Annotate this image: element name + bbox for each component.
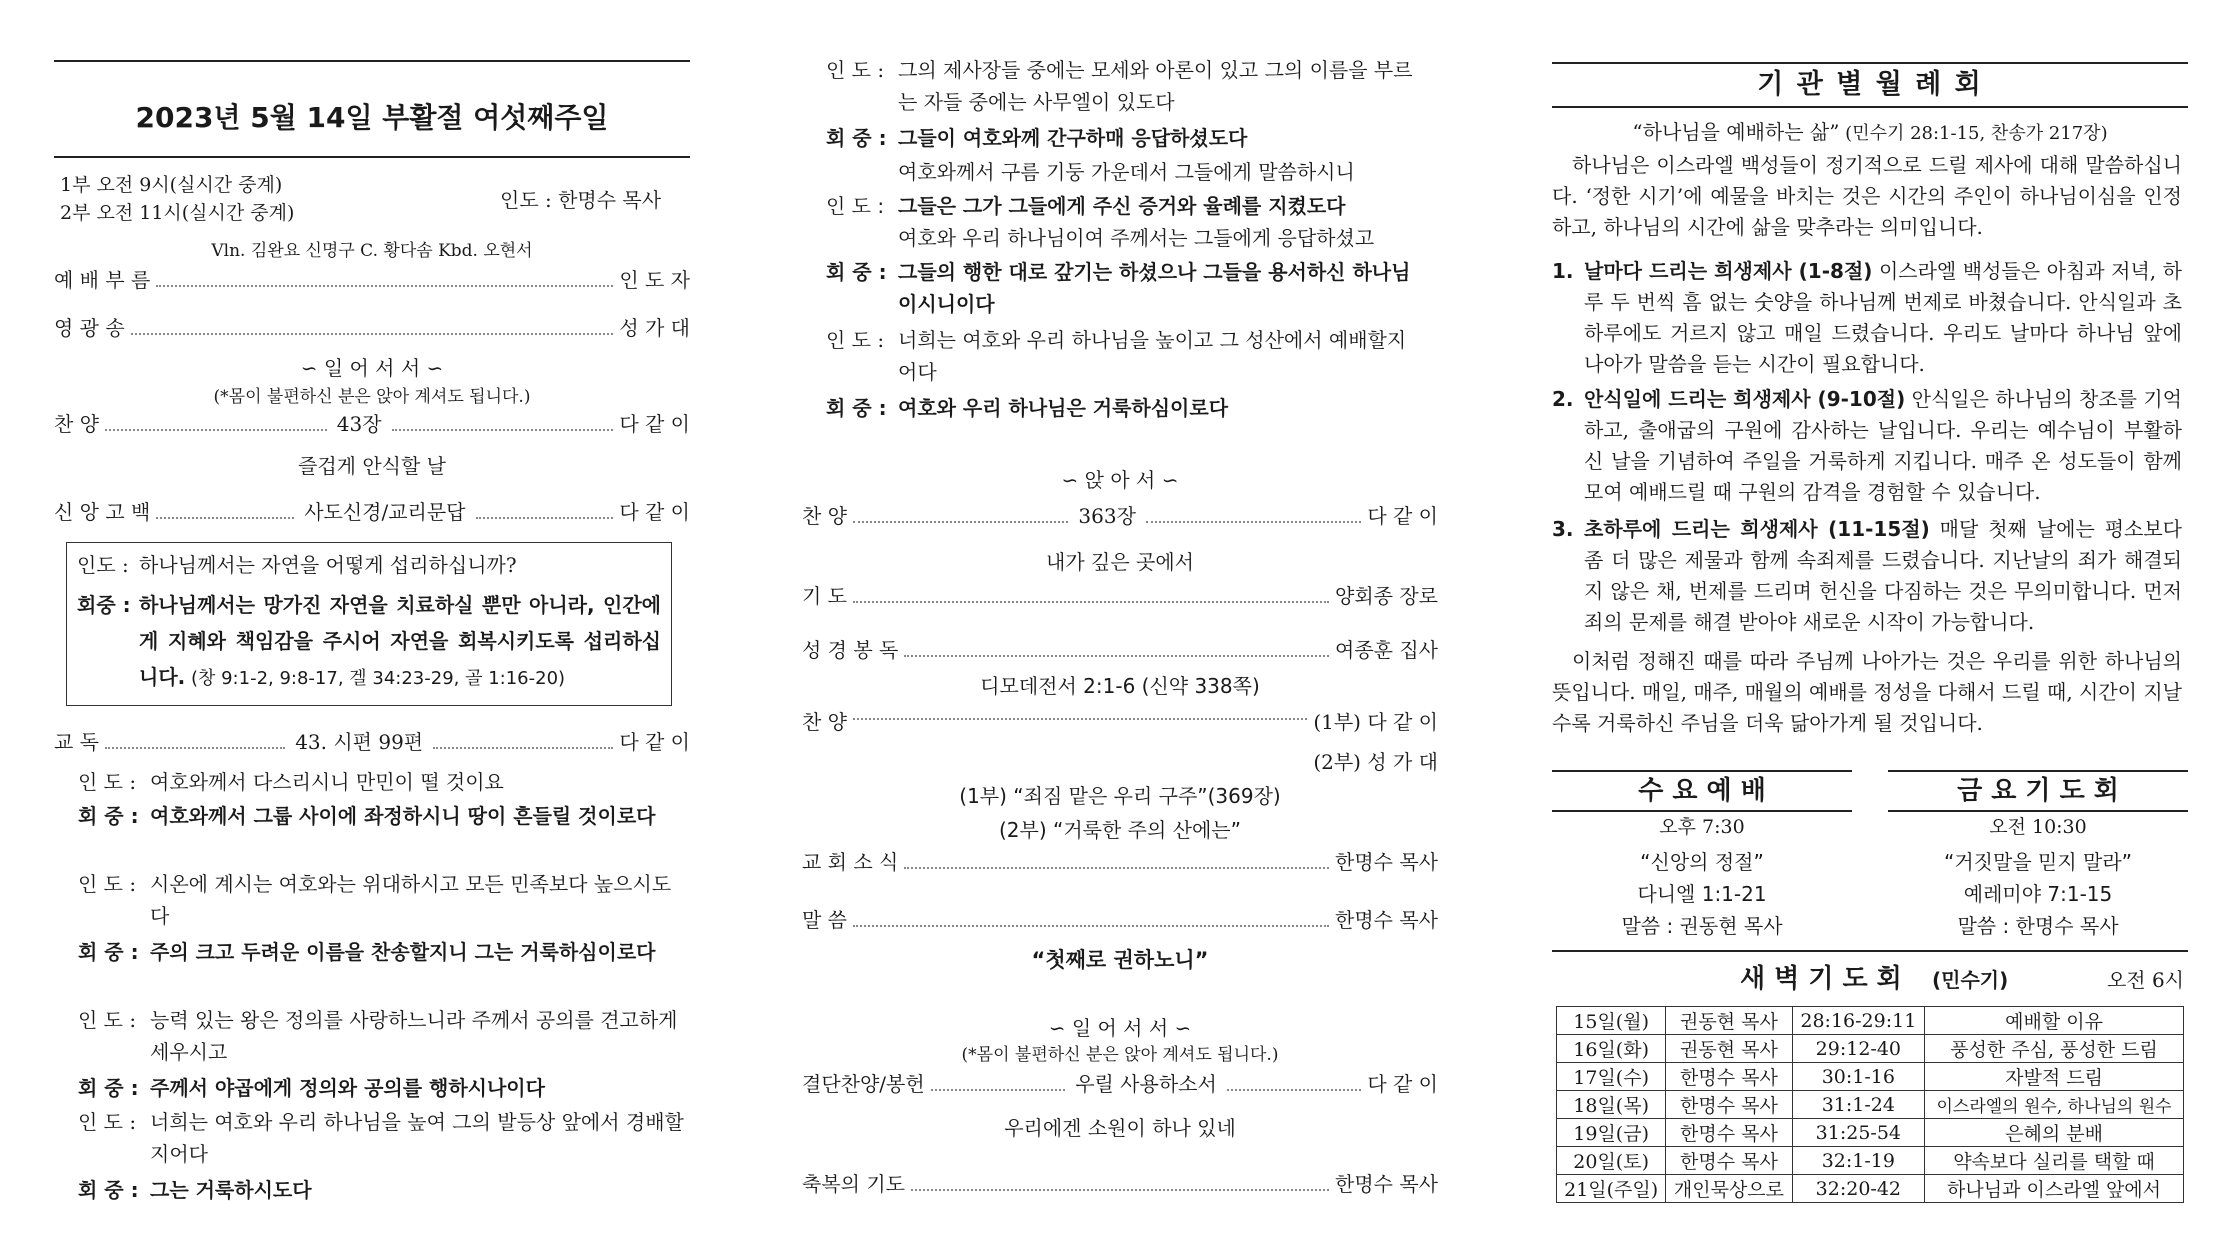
responsive-line [78, 766, 690, 798]
line-text: 너희는 여호와 우리 하나님을 높여 그의 발등상 앞에서 경배할지어다 [150, 1110, 684, 1166]
column-3 [1552, 0, 2188, 1234]
offering-song: 우리에겐 소원이 하나 있네 [1004, 1116, 1236, 1140]
line-text: 여호와께서 구름 기둥 가운데서 그들에게 말씀하시니 [898, 160, 1355, 184]
speaker: 인 도 : [78, 770, 137, 794]
cell-verse: 29:12-40 [1792, 1035, 1924, 1063]
speaker: 인 도 : [78, 1110, 137, 1134]
responsive-line [826, 392, 1426, 424]
line-text: 시온에 계시는 여호와는 위대하시고 모든 민족보다 높으시도다 [150, 872, 672, 928]
responsive-line [826, 222, 1426, 254]
order-label: 찬 양 [802, 504, 847, 528]
point-number: 2. [1552, 387, 1574, 411]
leader-dots [853, 718, 1307, 720]
order-item [802, 1074, 1438, 1094]
line-text: 주의 크고 두려운 이름을 찬송할지니 그는 거룩하심이로다 [150, 940, 656, 964]
standing-note: (*몸이 불편하신 분은 앉아 계셔도 됩니다.) [961, 1045, 1279, 1065]
wednesday-sermon: “신앙의 정절” [1640, 850, 1764, 874]
order-label: 교 독 [54, 730, 99, 754]
sitting-marker: ∽ 앉 아 서 ∽ [1061, 468, 1179, 492]
answer-body: 하나님께서는 망가진 자연을 치료하실 뿐만 아니라, 인간에게 지혜와 책임감을 주시어 자연을 회복시키도록 섭리하십니다. [139, 593, 661, 689]
subtitle-text: “하나님을 예배하는 삶” [1632, 120, 1840, 144]
order-person: 다 같 이 [619, 730, 690, 754]
line-text: 여호와께서 그룹 사이에 좌정하시니 땅이 흔들릴 것이로다 [150, 804, 656, 828]
table-row [1557, 1007, 2184, 1035]
table-row [1557, 1091, 2184, 1119]
answer-ref: (창 9:1-2, 9:8-17, 겔 34:23-29, 골 1:16-20) [185, 668, 566, 689]
friday-prayer-heading: 금 요 기 도 회 [1888, 770, 2188, 812]
order-item [802, 852, 1438, 872]
order-label: 교 회 소 식 [802, 850, 899, 874]
friday-scripture: 예레미야 7:1-15 [1963, 882, 2113, 906]
dawn-schedule-table [1556, 1006, 2184, 1203]
cell-topic: 풍성한 주심, 풍성한 드림 [1925, 1035, 2184, 1063]
choir-song-2: (2부) “거룩한 주의 산에는” [998, 818, 1241, 842]
speaker: 인 도 : [78, 872, 137, 896]
speaker: 회 중 : [826, 126, 887, 150]
catechism-answer [77, 587, 661, 697]
standing-marker: ∽ 일 어 서 서 ∽ [1048, 1016, 1192, 1040]
line-text: 그의 제사장들 중에는 모세와 아론이 있고 그의 이름을 부르는 자들 중에는 사무엘이 있도다 [898, 58, 1413, 114]
order-person: 양회종 장로 [1335, 584, 1438, 608]
meeting-subtitle [1552, 116, 2188, 145]
order-item [54, 270, 690, 290]
catechism-box [66, 542, 672, 706]
cell-speaker: 권동현 목사 [1666, 1035, 1792, 1063]
hymn-number: 363장 [1074, 506, 1140, 526]
leader-dots [1227, 1089, 1362, 1091]
friday-speaker: 말씀 : 한명수 목사 [1957, 914, 2119, 938]
speaker: 회 중 : [78, 940, 139, 964]
responsive-line [78, 936, 690, 968]
order-item [802, 640, 1438, 660]
table-row [1557, 1063, 2184, 1091]
point-number: 1. [1552, 259, 1574, 283]
cell-date: 17일(수) [1557, 1063, 1666, 1091]
cell-date: 20일(토) [1557, 1147, 1666, 1175]
friday-time: 오전 10:30 [1989, 816, 2087, 838]
speaker: 인 도 : [78, 1008, 137, 1032]
order-item [54, 502, 690, 522]
speaker: 회 중 : [826, 396, 887, 420]
order-label: 신 앙 고 백 [54, 500, 151, 524]
table-row [1557, 1035, 2184, 1063]
order-person: 다 같 이 [1367, 504, 1438, 528]
order-label: 영 광 송 [54, 316, 125, 340]
order-item [802, 1174, 1438, 1194]
line-text: 너희는 여호와 우리 하나님을 높이고 그 성산에서 예배할지어다 [898, 328, 1407, 384]
point-body: 이스라엘 백성들은 아침과 저녁, 하루 두 번씩 흠 없는 숫양을 하나님께 번제로 바쳤습니다. 안식일과 초하루에도 거르지 않고 매일 드렸습니다. 우리도 날마다 하나님 앞에 나아가 말씀을 듣는 시간이 필요합니다. [1584, 259, 2182, 376]
leader-dots [392, 429, 614, 431]
column-2 [802, 0, 1438, 1234]
point-number: 3. [1552, 517, 1574, 541]
page-title: 2023년 5월 14일 부활절 여섯째주일 [135, 101, 609, 134]
line-text: 여호와 우리 하나님이여 주께서는 그들에게 응답하셨고 [898, 226, 1375, 250]
order-item [802, 712, 1438, 732]
point-heading: 초하루에 드리는 희생제사 (11-15절) [1584, 517, 1930, 541]
choir-person-2: (2부) 성 가 대 [1313, 750, 1438, 774]
responsive-line [78, 868, 690, 932]
cell-verse: 31:25-54 [1792, 1119, 1924, 1147]
choir-song-1: (1부) “죄짐 맡은 우리 구주”(369장) [959, 784, 1281, 808]
point-body: 매달 첫째 날에는 평소보다 좀 더 많은 제물과 함께 속죄제를 드렸습니다. 지난날의 죄가 해결되지 않은 채, 번제를 드리며 헌신을 다짐하는 것은 무의미합니다. 먼저 죄의 문제를 해결 받아야 새로운 시작이 가능합니다. [1584, 517, 2182, 634]
top-rule [54, 60, 690, 62]
column-1 [54, 0, 690, 1234]
speaker: 회 중 : [78, 1178, 139, 1202]
intro-paragraph: 하나님은 이스라엘 백성들이 정기적으로 드릴 제사에 대해 말씀하십니다. ‘정한 시기’에 예물을 바치는 것은 시간의 주인이 하나님이심을 인정하고, 하나님의 시간에 삶을 맞추라는 의미입니다. [1552, 153, 2182, 239]
cell-date: 16일(화) [1557, 1035, 1666, 1063]
cell-topic: 은혜의 분배 [1925, 1119, 2184, 1147]
cell-speaker: 한명수 목사 [1666, 1147, 1792, 1175]
standing-marker: ∽ 일 어 서 서 ∽ [300, 356, 444, 380]
question-text: 하나님께서는 자연을 어떻게 섭리하십니까? [139, 553, 517, 577]
cell-speaker: 한명수 목사 [1666, 1063, 1792, 1091]
leader-dots [433, 747, 613, 749]
leader-dots [904, 655, 1329, 657]
responsive-line [78, 1106, 690, 1170]
service-time-2: 2부 오전 11시(실시간 중계) [60, 202, 295, 224]
order-item [802, 586, 1438, 606]
leader-dots [853, 925, 1329, 927]
line-text: 그들은 그가 그들에게 주신 증거와 율례를 지켰도다 [898, 194, 1346, 218]
speaker: 회중 : [77, 593, 131, 617]
speaker: 회 중 : [826, 260, 887, 284]
order-label: 찬 양 [802, 710, 847, 734]
point-body: 안식일은 하나님의 창조를 기억하고, 출애굽의 구원에 감사하는 날입니다. 우리는 예수님이 부활하신 날을 기념하여 주일을 거룩하게 지킵니다. 매주 온 성도들이 함께 모여 예배드릴 때 구원의 감격을 경험할 수 있습니다. [1584, 387, 2183, 504]
cell-topic: 약속보다 실리를 택할 때 [1925, 1147, 2184, 1175]
point-1 [1552, 256, 2182, 380]
table-row [1557, 1175, 2184, 1203]
responsive-line [78, 1004, 690, 1068]
order-label: 결단찬양/봉헌 [802, 1072, 925, 1096]
order-person: 한명수 목사 [1335, 908, 1438, 932]
hymn-title: 즐겁게 안식할 날 [298, 454, 446, 478]
cell-speaker: 한명수 목사 [1666, 1091, 1792, 1119]
cell-verse: 31:1-24 [1792, 1091, 1924, 1119]
point-heading: 안식일에 드리는 희생제사 (9-10절) [1584, 387, 1906, 411]
line-text: 주께서 야곱에게 정의와 공의를 행하시나이다 [150, 1076, 545, 1100]
order-person: 한명수 목사 [1335, 850, 1438, 874]
order-label: 말 씀 [802, 908, 847, 932]
leader-dots [853, 601, 1329, 603]
cell-speaker: 권동현 목사 [1666, 1007, 1792, 1035]
responsive-line [78, 1072, 690, 1104]
line-text: 그들이 여호와께 간구하매 응답하셨도다 [898, 126, 1248, 150]
speaker: 인 도 : [826, 58, 885, 82]
speaker: 인 도 : [826, 328, 885, 352]
point-2 [1552, 384, 2182, 508]
order-item [54, 414, 690, 434]
responsive-line [826, 54, 1426, 118]
hymn-title: 내가 깊은 곳에서 [1046, 550, 1194, 574]
order-label: 축복의 기도 [802, 1172, 905, 1196]
order-label: 기 도 [802, 584, 847, 608]
cell-date: 15일(월) [1557, 1007, 1666, 1035]
hymn-number: 43장 [333, 414, 386, 434]
wednesday-scripture: 다니엘 1:1-21 [1637, 882, 1767, 906]
point-heading: 날마다 드리는 희생제사 (1-8절) [1584, 259, 1873, 283]
order-label: 예 배 부 름 [54, 268, 151, 292]
responsive-line [78, 800, 690, 832]
speaker: 인 도 : [826, 194, 885, 218]
monthly-meeting-heading: 기 관 별 월 례 회 [1552, 62, 2188, 108]
leader-dots [476, 517, 614, 519]
order-person: 인 도 자 [619, 268, 690, 292]
leader-dots [156, 285, 613, 287]
line-text: 여호와께서 다스리시니 만민이 떨 것이요 [150, 770, 504, 794]
speaker: 회 중 : [78, 1076, 139, 1100]
reading: 43. 시편 99편 [291, 732, 427, 752]
responsive-line [826, 256, 1426, 320]
cell-date: 18일(목) [1557, 1091, 1666, 1119]
answer-text [139, 587, 661, 697]
wednesday-speaker: 말씀 : 권동현 목사 [1621, 914, 1783, 938]
wednesday-time: 오후 7:30 [1659, 816, 1745, 838]
creed: 사도신경/교리문답 [300, 502, 469, 522]
order-label: 찬 양 [54, 412, 99, 436]
order-person: 다 같 이 [619, 500, 691, 524]
leader-dots [131, 333, 614, 335]
leader-dots [105, 429, 327, 431]
order-person: 다 같 이 [619, 412, 690, 436]
cell-topic: 하나님과 이스라엘 앞에서 [1925, 1175, 2184, 1203]
line-text: 여호와 우리 하나님은 거룩하심이로다 [898, 396, 1229, 420]
speaker: 인도 : [77, 553, 129, 577]
order-person: 한명수 목사 [1335, 1172, 1438, 1196]
point-3 [1552, 514, 2182, 638]
leader-dots [904, 867, 1329, 869]
cell-speaker: 개인묵상으로 [1666, 1175, 1792, 1203]
offering-song-name: 우릴 사용하소서 [1071, 1074, 1221, 1094]
order-label: 성 경 봉 독 [802, 638, 899, 662]
leader-dots [105, 747, 285, 749]
leader-dots [156, 517, 294, 519]
leader-dots [853, 521, 1068, 523]
closing-paragraph: 이처럼 정해진 때를 따라 주님께 나아가는 것은 우리를 위한 하나님의 뜻입니다. 매일, 매주, 매월의 예배를 정성을 다해서 드릴 때, 시간이 지날수록 거룩하신 주님을 더욱 닮아가게 될 것입니다. [1552, 649, 2182, 735]
table-row [1557, 1119, 2184, 1147]
responsive-line [78, 1174, 690, 1206]
scripture-reading: 디모데전서 2:1-6 (신약 338쪽) [980, 674, 1260, 698]
dawn-book: (민수기) [1932, 968, 2009, 992]
cell-date: 21일(주일) [1557, 1175, 1666, 1203]
musicians: Vln. 김완요 신명구 C. 황다솜 Kbd. 오현서 [211, 241, 533, 261]
order-person: (1부) 다 같 이 [1313, 710, 1438, 734]
friday-sermon: “거짓말을 믿지 말라” [1944, 850, 2132, 874]
wednesday-service-heading: 수 요 예 배 [1552, 770, 1852, 812]
cell-verse: 28:16-29:11 [1792, 1007, 1924, 1035]
responsive-line [826, 122, 1426, 154]
title-rule [54, 156, 690, 158]
responsive-line [826, 324, 1426, 388]
service-time-1: 1부 오전 9시(실시간 중계) [60, 174, 283, 196]
line-text: 그는 거룩하시도다 [150, 1178, 312, 1202]
order-item [802, 910, 1438, 930]
leader-name: 인도 : 한명수 목사 [500, 188, 662, 212]
speaker: 회 중 : [78, 804, 139, 828]
leader-dots [1146, 521, 1361, 523]
order-item [54, 318, 690, 338]
dawn-prayer-title: 새 벽 기 도 회 [1740, 964, 1902, 994]
dawn-time: 오전 6시 [2106, 968, 2184, 992]
order-item [54, 732, 690, 752]
order-item [802, 506, 1438, 526]
responsive-line [826, 156, 1426, 188]
standing-note: (*몸이 불편하신 분은 앉아 계셔도 됩니다.) [213, 387, 531, 407]
order-person: 성 가 대 [619, 316, 690, 340]
table-row [1557, 1147, 2184, 1175]
order-person: 여종훈 집사 [1335, 638, 1438, 662]
cell-speaker: 한명수 목사 [1666, 1119, 1792, 1147]
dawn-header [1552, 958, 2188, 998]
leader-dots [911, 1189, 1329, 1191]
line-text: 그들의 행한 대로 갚기는 하셨으나 그들을 용서하신 하나님이시니이다 [898, 260, 1411, 316]
catechism-question [77, 549, 661, 581]
cell-verse: 32:20-42 [1792, 1175, 1924, 1203]
cell-date: 19일(금) [1557, 1119, 1666, 1147]
order-person: 다 같 이 [1367, 1072, 1438, 1096]
cell-topic: 이스라엘의 원수, 하나님의 원수 [1925, 1091, 2184, 1119]
cell-topic: 예배할 이유 [1925, 1007, 2184, 1035]
line-text: 능력 있는 왕은 정의를 사랑하느니라 주께서 공의를 견고하게 세우시고 [150, 1008, 678, 1064]
responsive-line [826, 190, 1426, 222]
leader-dots [931, 1089, 1066, 1091]
sermon-title: “첫째로 권하노니” [1031, 948, 1209, 972]
cell-topic: 자발적 드림 [1925, 1063, 2184, 1091]
dawn-rule [1552, 950, 2188, 952]
subtitle-ref: (민수기 28:1-15, 찬송가 217장) [1839, 123, 2108, 144]
cell-verse: 32:1-19 [1792, 1147, 1924, 1175]
cell-verse: 30:1-16 [1792, 1063, 1924, 1091]
